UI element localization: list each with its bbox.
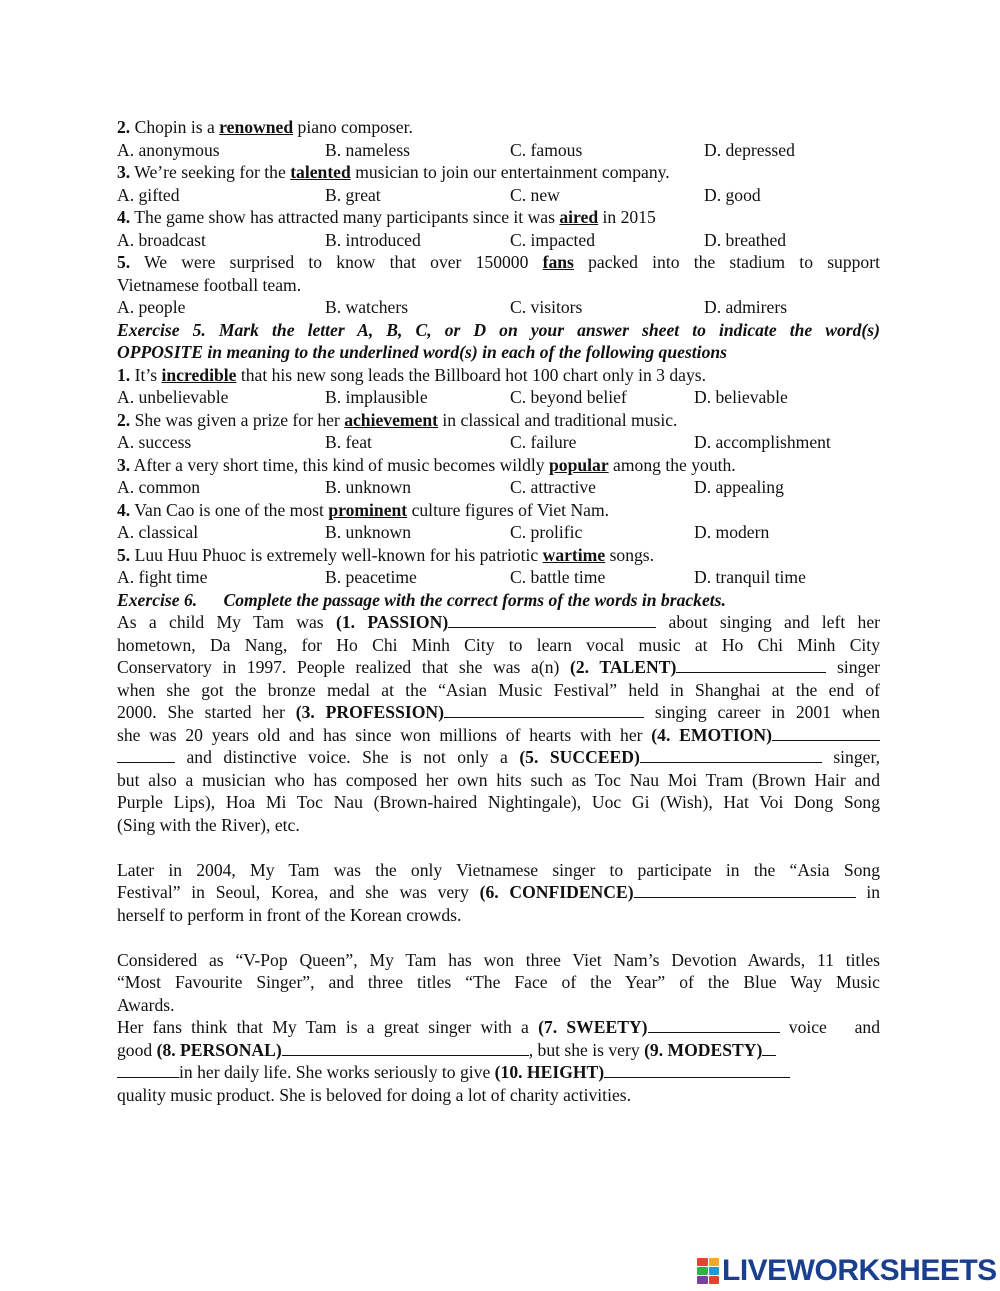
option-a[interactable]: A. people	[117, 297, 186, 317]
passage-line: Conservatory in 1997. People realized that she was a(n) (2. TALENT) singer	[117, 657, 880, 677]
underlined-word: aired	[559, 207, 599, 227]
option-d[interactable]: D. accomplishment	[694, 432, 831, 452]
option-b[interactable]: B. implausible	[325, 387, 428, 407]
option-a[interactable]: A. gifted	[117, 184, 180, 205]
answer-blank-5[interactable]	[640, 747, 822, 763]
option-c[interactable]: C. visitors	[510, 297, 583, 317]
options-row	[117, 521, 880, 544]
question-5: 5. Luu Huu Phuoc is extremely well-known for his patriotic wartime songs.	[117, 544, 655, 565]
option-a[interactable]: A. unbelievable	[117, 387, 229, 407]
question-3: 3. After a very short time, this kind of music becomes wildly popular among the youth.	[117, 454, 736, 475]
passage-line: Later in 2004, My Tam was the only Vietnamese singer to participate in the “Asia Song	[117, 859, 880, 880]
option-a[interactable]: A. success	[117, 432, 192, 452]
answer-blank-2[interactable]	[676, 657, 826, 673]
brand-logo-icon	[697, 1258, 719, 1284]
option-d[interactable]: D. breathed	[704, 229, 787, 250]
passage-line: Considered as “V-Pop Queen”, My Tam has won three Viet Nam’s Devotion Awards, 11 titles	[117, 949, 880, 970]
option-c[interactable]: C. failure	[510, 432, 577, 452]
option-c[interactable]: C. beyond belief	[510, 387, 627, 407]
option-b[interactable]: B. unknown	[325, 522, 412, 542]
options-row	[117, 566, 880, 589]
question-3: 3. We’re seeking for the talented musician to join our entertainment company.	[117, 162, 670, 182]
option-c[interactable]: C. prolific	[510, 522, 583, 542]
underlined-word: incredible	[161, 364, 237, 385]
brand-text: LIVEWORKSHEETS	[722, 1254, 997, 1287]
passage-line: she was 20 years old and has since won millions of hearts with her (4. EMOTION)	[117, 724, 880, 747]
question-4: 4. The game show has attracted many participants since it was aired in 2015	[117, 207, 656, 227]
passage-line: 2000. She started her (3. PROFESSION) singing career in 2001 when	[117, 702, 880, 722]
option-c[interactable]: C. new	[510, 184, 560, 205]
answer-blank-9[interactable]	[762, 1040, 776, 1056]
option-b[interactable]: B. peacetime	[325, 567, 417, 587]
passage-line: Festival” in Seoul, Korea, and she was very (6. CONFIDENCE) in	[117, 882, 881, 902]
question-5-continued: Vietnamese football team.	[117, 274, 302, 295]
answer-blank-10[interactable]	[604, 1062, 790, 1078]
passage-line: (Sing with the River), etc.	[117, 814, 300, 835]
answer-blank-1[interactable]	[448, 612, 656, 628]
option-a[interactable]: A. fight time	[117, 567, 208, 587]
passage-line: Purple Lips), Hoa Mi Toc Nau (Brown-haired Nightingale), Uoc Gi (Wish), Hat Voi Dong Song	[117, 792, 880, 812]
underlined-word: talented	[290, 162, 351, 182]
question-5: 5. We were surprised to know that over 150000 fans packed into the stadium to support	[117, 252, 880, 272]
option-c[interactable]: C. attractive	[510, 477, 596, 497]
option-d[interactable]: D. depressed	[704, 139, 795, 160]
option-a[interactable]: A. anonymous	[117, 139, 220, 160]
option-d[interactable]: D. appealing	[694, 477, 784, 497]
answer-blank-7[interactable]	[648, 1017, 780, 1033]
passage-line: hometown, Da Nang, for Ho Chi Minh City to learn vocal music at Ho Chi Minh City	[117, 634, 880, 655]
question-2: 2. She was given a prize for her achievement in classical and traditional music.	[117, 409, 678, 430]
answer-blank-3[interactable]	[444, 702, 644, 718]
passage-line: Awards.	[117, 994, 175, 1015]
underlined-word: prominent	[328, 499, 408, 520]
passage-line: but also a musician who has composed her own hits such as Toc Nau Moi Tram (Brown Hair and	[117, 769, 880, 790]
options-row	[117, 184, 880, 207]
option-c[interactable]: C. impacted	[510, 229, 596, 250]
option-b[interactable]: B. watchers	[325, 297, 409, 317]
exercise-6-title: Exercise 6. Complete the passage with the correct forms of the words in brackets.	[117, 589, 726, 610]
option-a[interactable]: A. broadcast	[117, 229, 206, 250]
passage-line: when she got the bronze medal at the “Asian Music Festival” held in Shanghai at the end of	[117, 679, 880, 700]
worksheet-page	[117, 116, 880, 1106]
options-row	[117, 476, 880, 499]
option-d[interactable]: D. modern	[694, 522, 770, 542]
answer-blank-8[interactable]	[282, 1040, 529, 1056]
passage-line: in her daily life. She works seriously to give (10. HEIGHT)	[117, 1061, 880, 1084]
option-b[interactable]: B. great	[325, 184, 381, 205]
exercise-5-title-continued: OPPOSITE in meaning to the underlined word(s) in each of the following questions	[117, 342, 727, 362]
passage-line: “Most Favourite Singer”, and three titles “The Face of the Year” of the Blue Way Music	[117, 972, 880, 992]
option-b[interactable]: B. introduced	[325, 229, 421, 250]
answer-blank-4-continued[interactable]	[117, 747, 175, 763]
underlined-word: achievement	[344, 409, 439, 430]
liveworksheets-logo	[697, 1256, 997, 1286]
option-b[interactable]: B. nameless	[325, 139, 411, 160]
answer-blank-4[interactable]	[772, 725, 880, 741]
option-a[interactable]: A. classical	[117, 522, 199, 542]
underlined-word: popular	[548, 454, 609, 475]
underlined-word: renowned	[219, 117, 294, 137]
question-4: 4. Van Cao is one of the most prominent culture figures of Viet Nam.	[117, 499, 610, 520]
options-row	[117, 229, 880, 252]
options-row	[117, 386, 880, 409]
option-d[interactable]: D. good	[704, 184, 761, 205]
underlined-word: wartime	[542, 544, 606, 565]
options-row	[117, 296, 880, 319]
answer-blank-9-continued[interactable]	[117, 1062, 179, 1078]
passage-line: As a child My Tam was (1. PASSION) about singing and left her	[117, 612, 881, 632]
options-row	[117, 139, 880, 162]
exercise-5-title: Exercise 5. Mark the letter A, B, C, or D on your answer sheet to indicate the word(s)	[117, 319, 880, 340]
option-d[interactable]: D. tranquil time	[694, 567, 806, 587]
passage-line: good (8. PERSONAL) , but she is very (9. MODESTY)	[117, 1039, 880, 1062]
question-2: 2. Chopin is a renowned piano composer.	[117, 117, 413, 137]
answer-blank-6[interactable]	[634, 882, 856, 898]
question-1: 1. It’s incredible that his new song leads the Billboard hot 100 chart only in 3 days.	[117, 364, 707, 385]
option-a[interactable]: A. common	[117, 477, 201, 497]
passage-line: herself to perform in front of the Korean crowds.	[117, 904, 462, 925]
option-b[interactable]: B. unknown	[325, 477, 412, 497]
option-d[interactable]: D. admirers	[704, 297, 788, 317]
option-d[interactable]: D. believable	[694, 387, 788, 407]
option-b[interactable]: B. feat	[325, 432, 372, 452]
passage-line: Her fans think that My Tam is a great singer with a (7. SWEETY) voice and	[117, 1017, 880, 1037]
passage-line: and distinctive voice. She is not only a (5. SUCCEED) singer,	[117, 746, 880, 769]
options-row	[117, 431, 880, 454]
underlined-word: fans	[542, 252, 574, 272]
passage-line: quality music product. She is beloved for doing a lot of charity activities.	[117, 1084, 632, 1105]
option-c[interactable]: C. battle time	[510, 567, 606, 587]
option-c[interactable]: C. famous	[510, 139, 583, 160]
